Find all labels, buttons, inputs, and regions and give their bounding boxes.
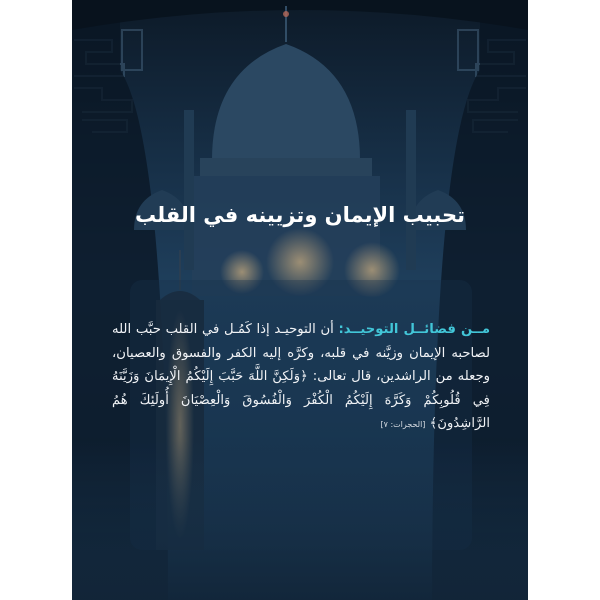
- post-title: تحبيب الإيمان وتزيينه في القلب: [134, 203, 465, 227]
- lead-phrase: مــن فضائــل التوحيــد:: [338, 322, 490, 337]
- quran-verse: ﴿وَلَكِنَّ اللَّهَ حَبَّبَ إِلَيْكُمُ الْإِيمَانَ وَزَيَّنَهُ فِي قُلُوبِكُمْ وَكَرَّهَ إِلَيْكُمُ الْكُفْرَ وَالْفُسُوقَ وَالْعِصْيَانَ أُولَئِكَ هُمُ الرَّاشِدُونَ﴾: [112, 369, 490, 431]
- body-text: أن التوحيـد إذا كَمُـل في القلب حبَّب الله لصاحبه الإيمان وزيَّنه في قلبه، وكرَّه إليه الكفر والفسوق والعصيان، وجعله من الراشدين، قال تعالى:: [112, 322, 490, 384]
- verse-reference: [الحجرات: ٧]: [380, 420, 426, 429]
- main-dome: [212, 44, 360, 160]
- post-card: [72, 0, 528, 600]
- post-body: [112, 318, 490, 437]
- mosque-background-image: [72, 0, 528, 600]
